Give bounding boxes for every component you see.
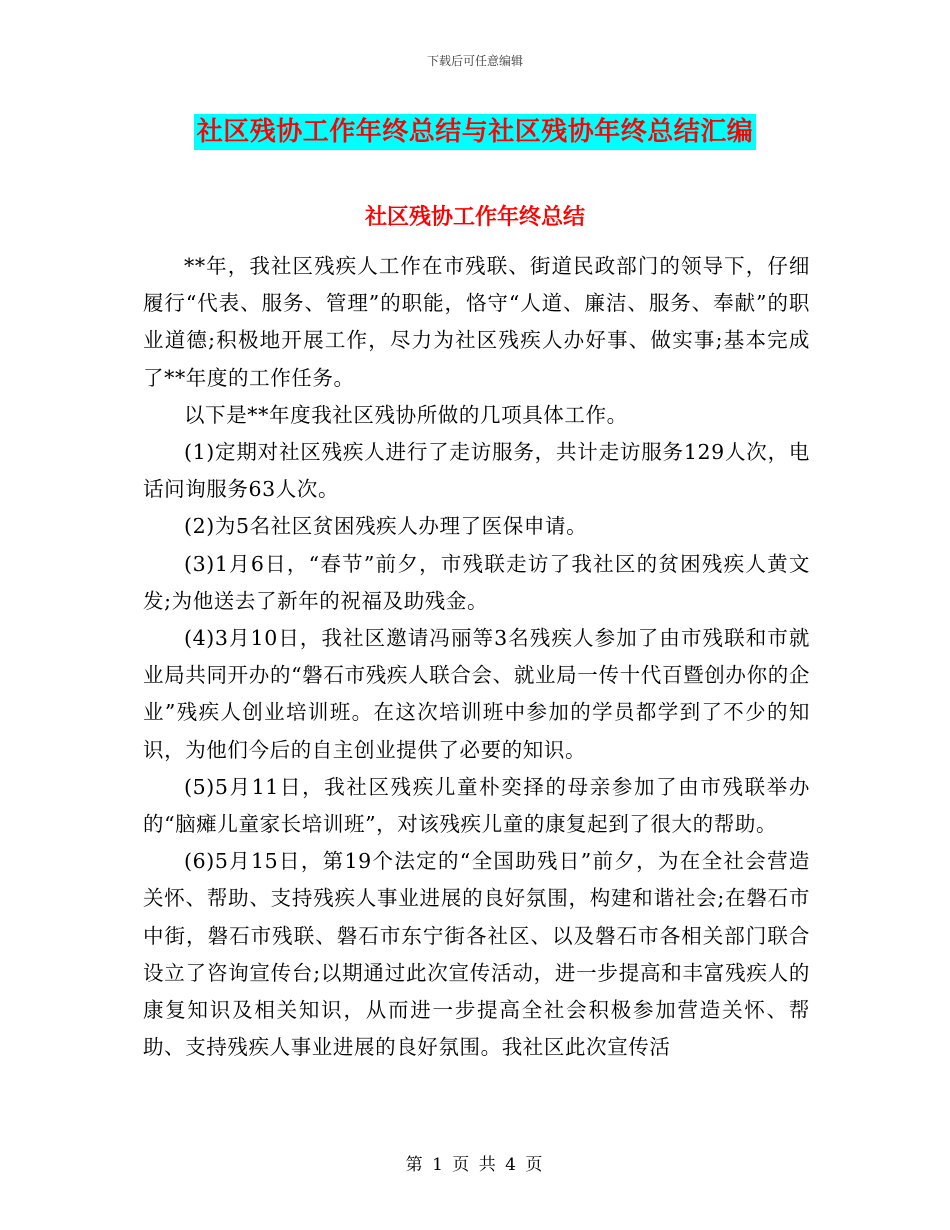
main-title-container <box>0 114 950 150</box>
paragraph-item-6: (6)5月15日，第19个法定的“全国助残日”前夕，为在全社会营造关怀、帮助、支持残疾人事业进展的良好氛围，构建和谐社会;在磐石市中街，磐石市残联、磐石市东宁街各社区、以及磐石市各相关部门联合设立了咨询宣传台;以期通过此次宣传活动，进一步提高和丰富残疾人的康复知识及相关知识，从而进一步提高全社会积极参加营造关怀、帮助、支持残疾人事业进展的良好氛围。我社区此次宣传活 <box>143 849 810 1060</box>
main-title: 社区残协工作年终总结与社区残协年终总结汇编 <box>194 114 757 150</box>
page-footer: 第 1 页 共 4 页 <box>405 1155 545 1175</box>
paragraph-item-1: (1)定期对社区残疾人进行了走访服务，共计走访服务129人次，电话问询服务63人次。 <box>143 440 810 502</box>
page-header: 下载后可任意编辑 <box>426 54 523 68</box>
paragraph-item-5: (5)5月11日，我社区残疾儿童朴奕择的母亲参加了由市残联举办的“脑瘫儿童家长培训班”，对该残疾儿童的康复起到了很大的帮助。 <box>143 774 810 837</box>
section-title: 社区残协工作年终总结 <box>364 204 585 230</box>
paragraph-item-2: (2)为5名社区贫困残疾人办理了医保申请。 <box>184 514 588 539</box>
paragraph-item-4: (4)3月10日，我社区邀请冯丽等3名残疾人参加了由市残联和市就业局共同开办的“磐石市残疾人联合会、就业局一传十代百暨创办你的企业”残疾人创业培训班。在这次培训班中参加的学员都学到了不少的知识，为他们今后的自主创业提供了必要的知识。 <box>143 626 810 762</box>
document-body <box>143 248 810 1066</box>
paragraph-item-3: (3)1月6日，“春节”前夕，市残联走访了我社区的贫困残疾人黄文发;为他送去了新年的祝福及助残金。 <box>143 551 810 613</box>
paragraph-intro: **年，我社区残疾人工作在市残联、街道民政部门的领导下，仔细履行“代表、服务、管理”的职能，恪守“人道、廉洁、服务、奉献”的职业道德;积极地开展工作，尽力为社区残疾人办好事、做实事;基本完成了**年度的工作任务。 <box>143 254 810 390</box>
paragraph-overview: 以下是**年度我社区残协所做的几项具体工作。 <box>184 402 628 427</box>
